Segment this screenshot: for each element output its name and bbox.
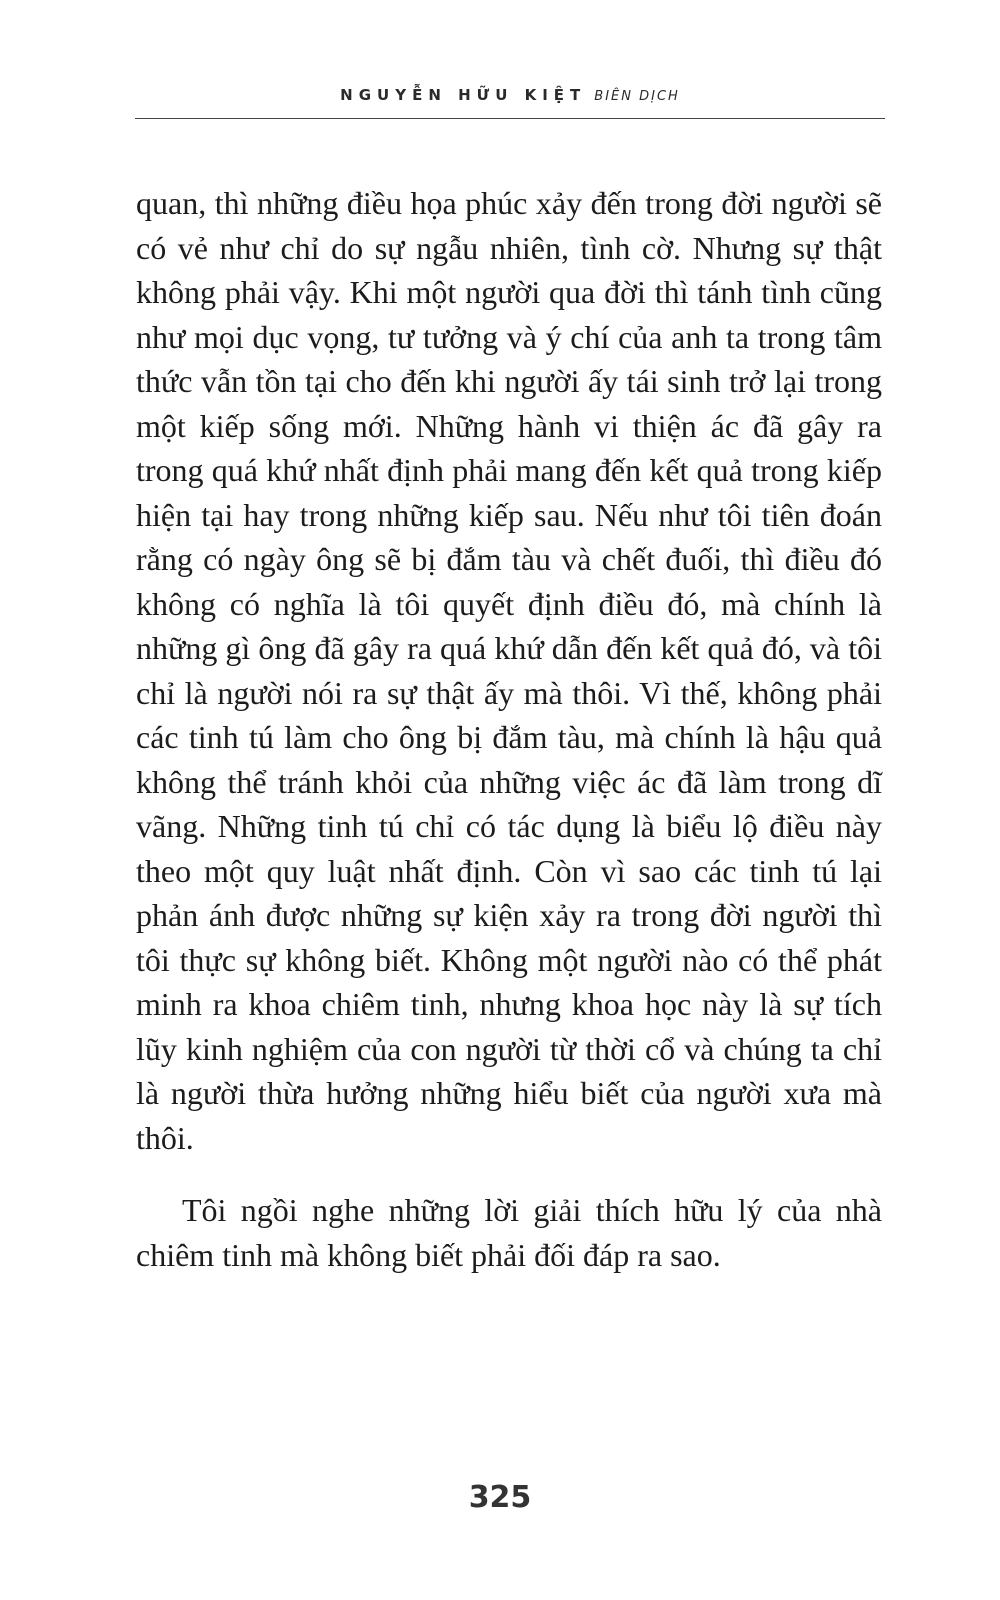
header-author: NGUYỄN HỮU KIỆT bbox=[340, 86, 587, 104]
header-role: BIÊN DỊCH bbox=[594, 89, 680, 104]
paragraph: Tôi ngồi nghe những lời giải thích hữu lý của nhà chiêm tinh mà không biết phải đối đáp ra sao. bbox=[136, 1192, 882, 1273]
paragraph: quan, thì những điều họa phúc xảy đến trong đời người sẽ có vẻ như chỉ do sự ngẫu nhiên, tình cờ. Nhưng sự thật không phải vậy. Khi một người qua đời thì tánh tình cũng như mọi dục vọng, tư tưởng và ý chí của anh ta trong tâm thức vẫn tồn tại cho đến khi người ấy tái sinh trở lại trong một kiếp sống mới. Những hành vi thiện ác đã gây ra trong quá khứ nhất định phải mang đến kết quả trong kiếp hiện tại hay trong những kiếp sau. Nếu như tôi tiên đoán rằng có ngày ông sẽ bị đắm tàu và chết đuối, thì điều đó không có nghĩa là tôi quyết định điều đó, mà chính là những gì ông đã gây ra quá khứ dẫn đến kết quả đó, và tôi chỉ là người nói ra sự thật ấy mà thôi. Vì thế, không phải các tinh tú làm cho ông bị đắm tàu, mà chính là hậu quả không thể tránh khỏi của những việc ác đã làm trong dĩ vãng. Những tinh tú chỉ có tác dụng là biểu lộ điều này theo một quy luật nhất định. Còn vì sao các tinh tú lại phản ánh được những sự kiện xảy ra trong đời người thì tôi thực sự không biết. Không một người nào có thể phát minh ra khoa chiêm tinh, nhưng khoa học này là sự tích lũy kinh nghiệm của con người từ thời cổ và chúng ta chỉ là người thừa hưởng những hiểu biết của người xưa mà thôi. bbox=[136, 185, 882, 1156]
header-divider bbox=[135, 118, 885, 119]
running-header bbox=[135, 86, 885, 105]
body-text bbox=[136, 181, 882, 1277]
page-number: 325 bbox=[468, 1480, 532, 1515]
